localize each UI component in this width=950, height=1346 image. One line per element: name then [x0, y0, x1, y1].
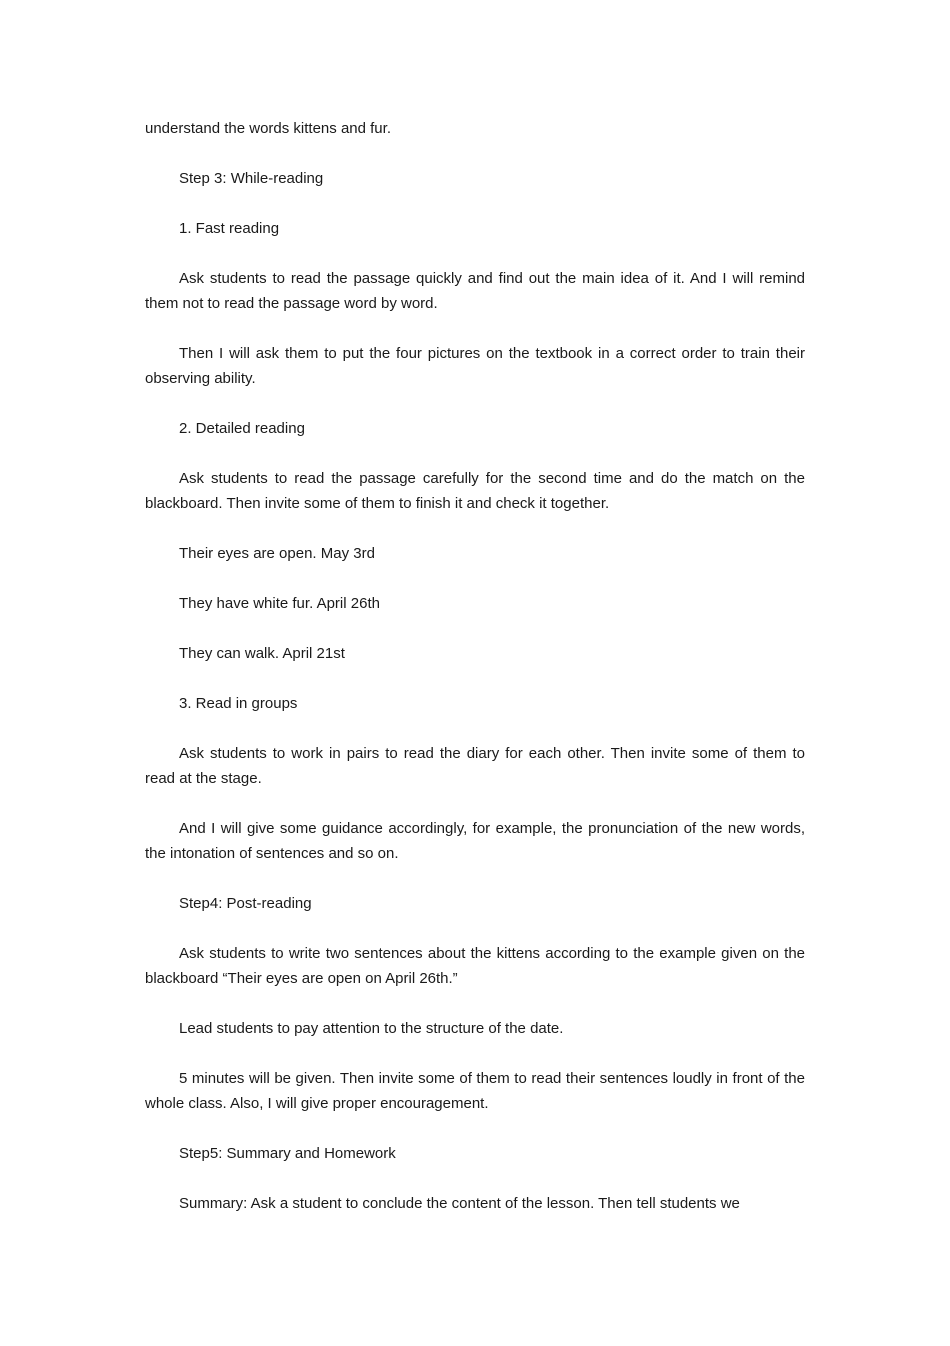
read-in-groups-paragraph-2: And I will give some guidance accordingly, for example, the pronunciation of the new words, the intonation of sentences and so on. — [145, 820, 805, 862]
detailed-reading-paragraph: Ask students to read the passage carefully for the second time and do the match on the blackboard. Then invite some of them to finish it and check it together. — [145, 470, 805, 512]
summary-paragraph: Summary: Ask a student to conclude the content of the lesson. Then tell students we — [179, 1195, 740, 1212]
step4-heading: Step4: Post-reading — [179, 895, 312, 912]
read-in-groups-heading: 3. Read in groups — [179, 695, 298, 712]
detailed-reading-heading: 2. Detailed reading — [179, 420, 305, 437]
step3-heading: Step 3: While-reading — [179, 170, 324, 187]
paragraph-continuation: understand the words kittens and fur. — [145, 120, 391, 137]
post-reading-paragraph-2: Lead students to pay attention to the structure of the date. — [179, 1020, 564, 1037]
step5-heading: Step5: Summary and Homework — [179, 1145, 396, 1162]
post-reading-paragraph-3: 5 minutes will be given. Then invite some of them to read their sentences loudly in front of the whole class. Also, I will give proper encouragement. — [145, 1070, 805, 1112]
fast-reading-heading: 1. Fast reading — [179, 220, 280, 237]
match-item-2: They have white fur. April 26th — [179, 595, 380, 612]
fast-reading-paragraph-1: Ask students to read the passage quickly and find out the main idea of it. And I will remind them not to read the passage word by word. — [145, 270, 805, 312]
read-in-groups-paragraph-1: Ask students to work in pairs to read the diary for each other. Then invite some of them to read at the stage. — [145, 745, 805, 787]
post-reading-paragraph-1: Ask students to write two sentences about the kittens according to the example given on the blackboard “Their eyes are open on April 26th.” — [145, 945, 805, 987]
fast-reading-paragraph-2: Then I will ask them to put the four pictures on the textbook in a correct order to train their observing ability. — [145, 345, 805, 387]
match-item-3: They can walk. April 21st — [179, 645, 345, 662]
match-item-1: Their eyes are open. May 3rd — [179, 545, 375, 562]
